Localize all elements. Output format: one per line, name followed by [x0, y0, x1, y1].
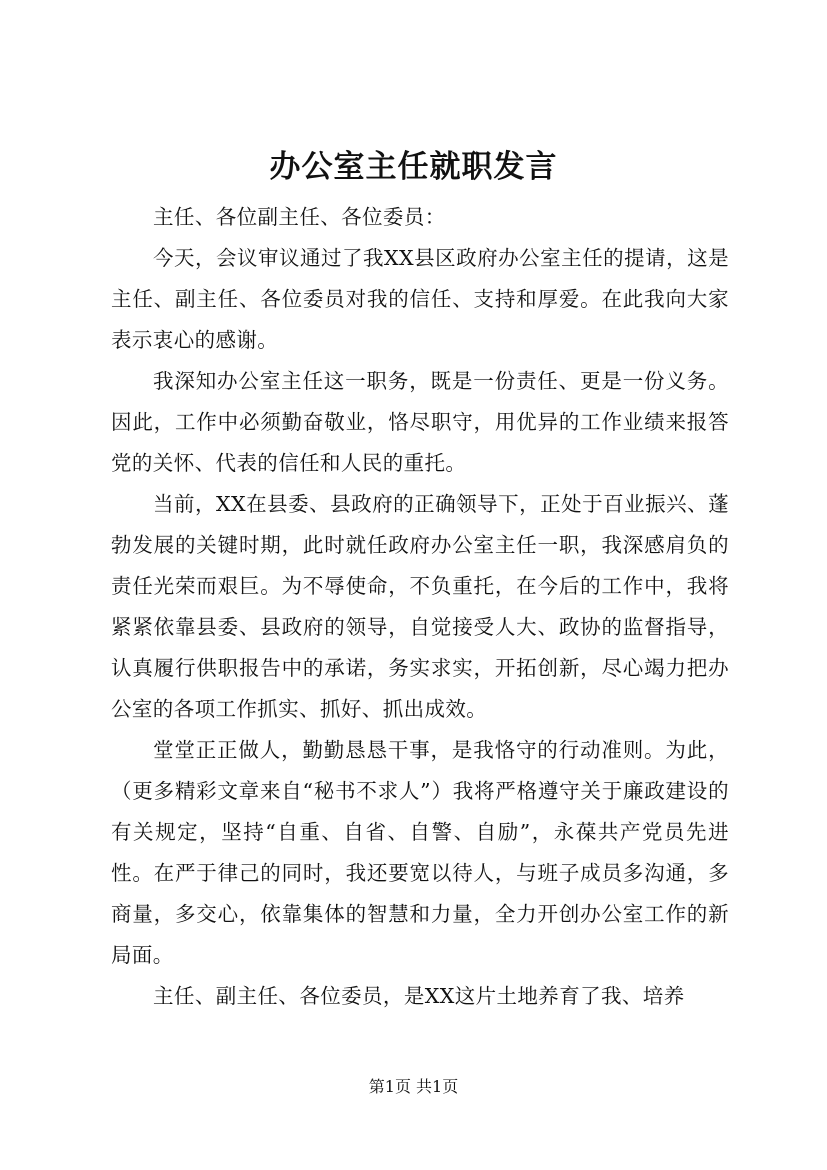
document-title: 办公室主任就职发言 — [269, 149, 558, 185]
page-number-footer: 第1页 共1页 — [368, 1077, 459, 1096]
document-body — [111, 197, 729, 1017]
salutation-paragraph: 主任、各位副主任、各位委员： — [153, 205, 446, 229]
body-paragraph: 当前，XX在县委、县政府的正确领导下，正处于百业振兴、蓬勃发展的关键时期，此时就任政府办公室主任一职，我深感肩负的责任光荣而艰巨。为不辱使命，不负重托，在今后的工作中，我将紧紧依靠县委、县政府的领导，自觉接受人大、政协的监督指导，认真履行供职报告中的承诺，务实求实，开拓创新，尽心竭力把办公室的各项工作抓实、抓好、抓出成效。 — [111, 492, 729, 721]
body-paragraph: 今天，会议审议通过了我XX县区政府办公室主任的提请，这是主任、副主任、各位委员对我的信任、支持和厚爱。在此我向大家表示衷心的感谢。 — [111, 246, 729, 352]
body-paragraph: 主任、副主任、各位委员，是XX这片土地养育了我、培养 — [153, 984, 685, 1008]
body-paragraph: 堂堂正正做人，勤勤恳恳干事，是我恪守的行动准则。为此，（更多精彩文章来自“秘书不求人”）我将严格遵守关于廉政建设的有关规定，坚持“自重、自省、自警、自励”，永葆共产党员先进性。在严于律己的同时，我还要宽以待人，与班子成员多沟通，多商量，多交心，依靠集体的智慧和力量，全力开创办公室工作的新局面。 — [111, 738, 729, 967]
body-paragraph: 我深知办公室主任这一职务，既是一份责任、更是一份义务。因此，工作中必须勤奋敬业，恪尽职守，用优异的工作业绩来报答党的关怀、代表的信任和人民的重托。 — [111, 369, 729, 475]
